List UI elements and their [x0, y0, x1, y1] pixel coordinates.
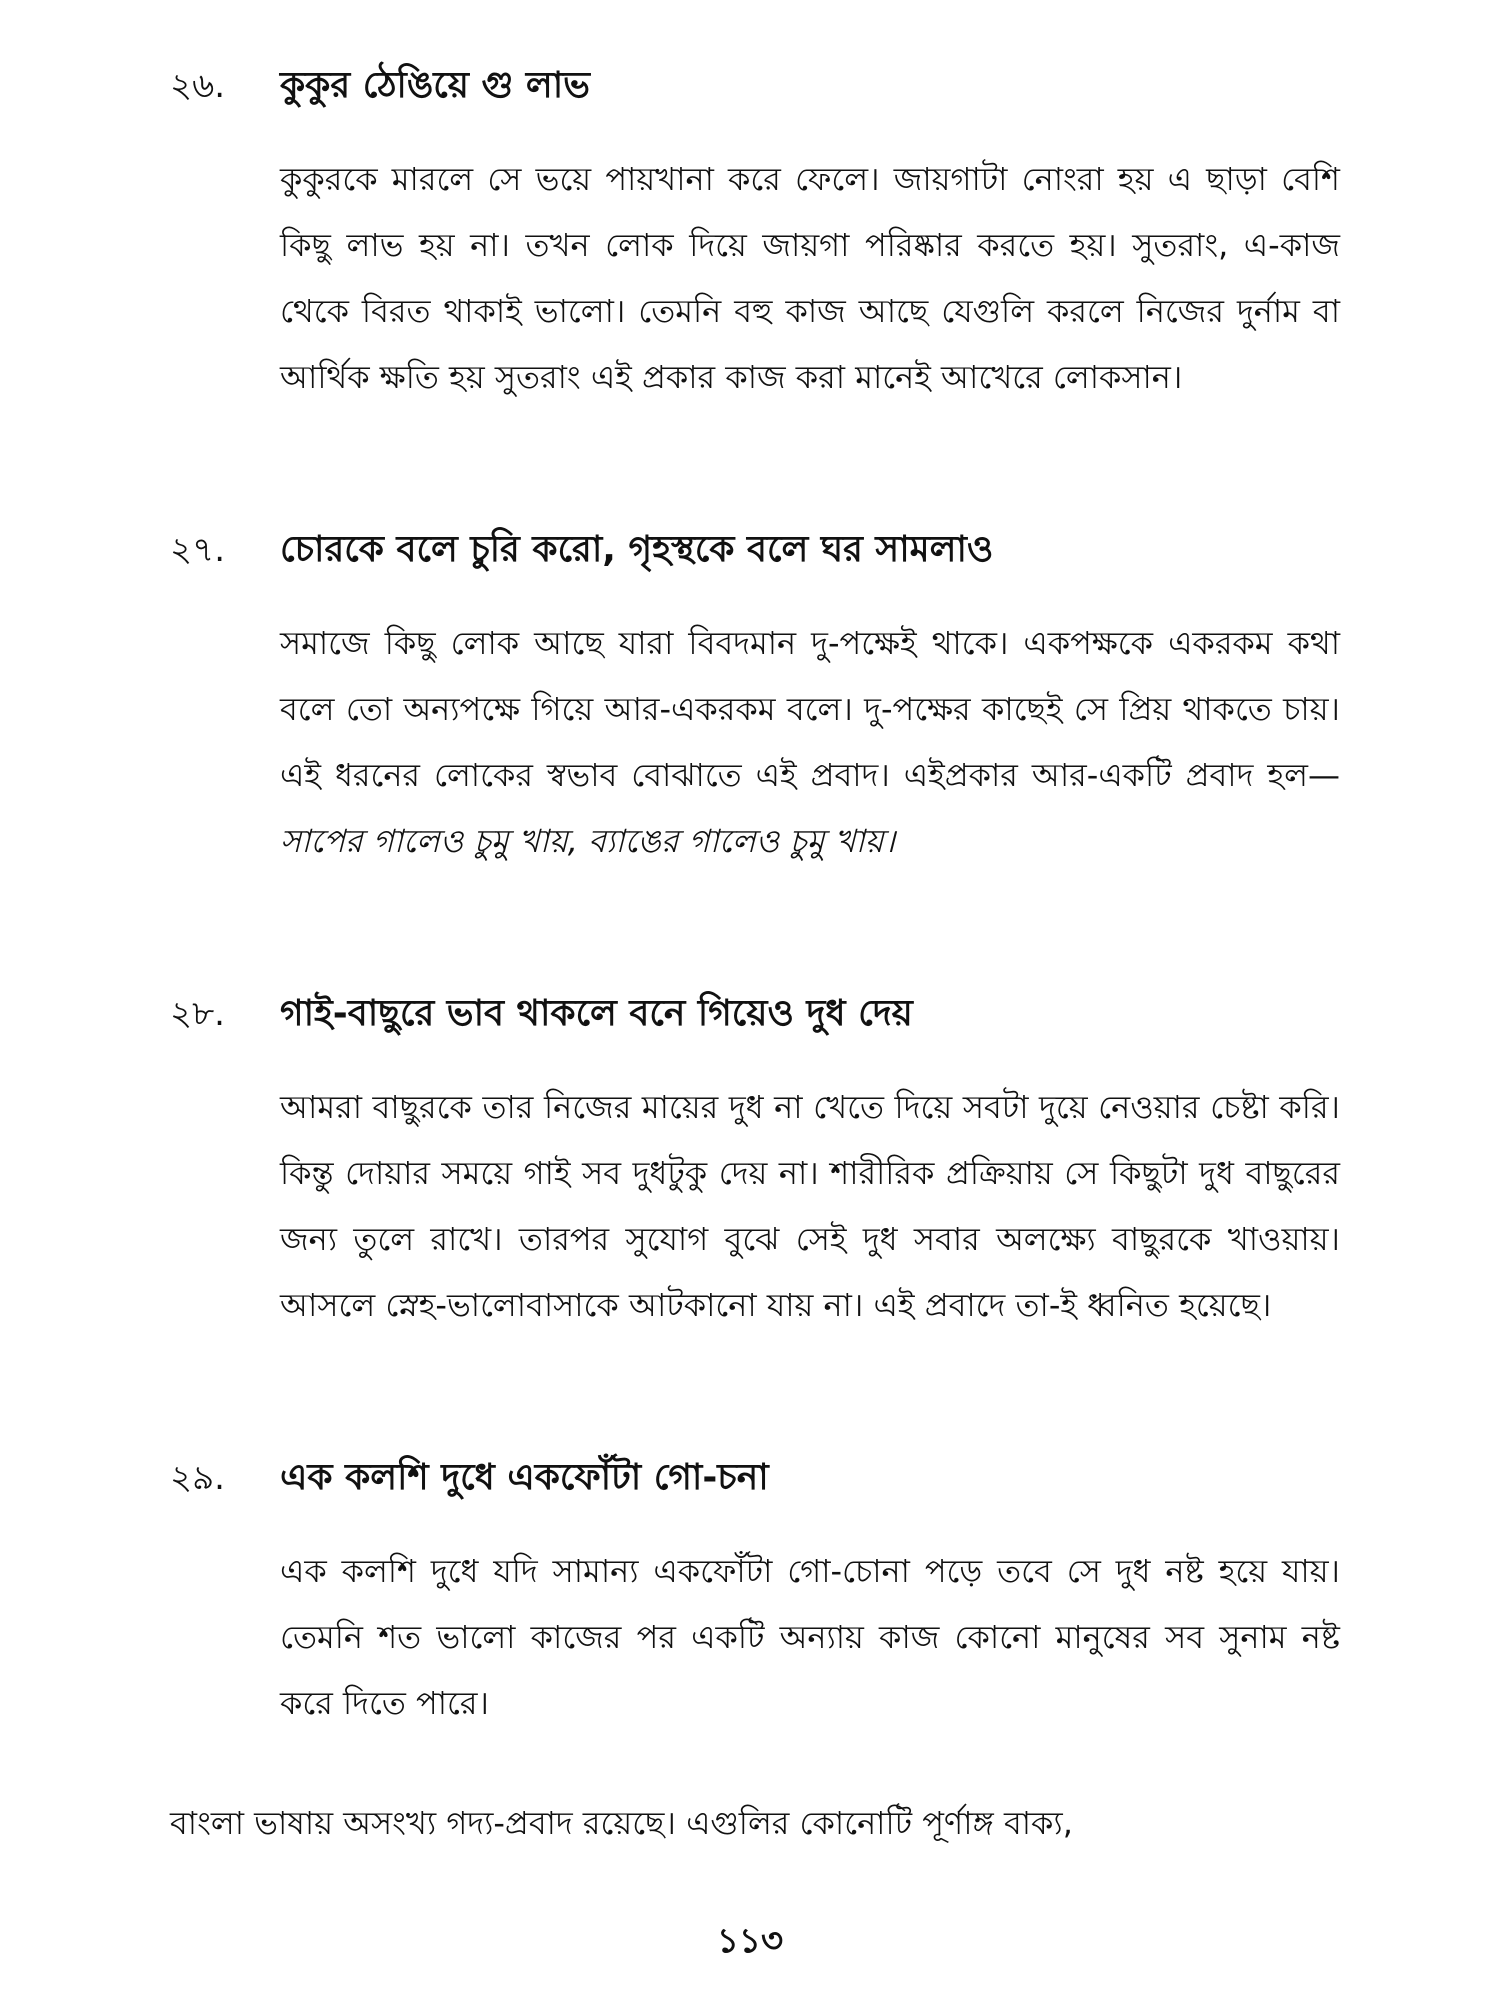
entry-title: কুকুর ঠেঙিয়ে গু লাভ	[280, 65, 591, 106]
entry-title: এক কলশি দুধে একফোঁটা গো-চনা	[280, 1457, 769, 1498]
entry-body	[280, 610, 1340, 874]
entry-body-text: সমাজে কিছু লোক আছে যারা বিবদমান দু-পক্ষেই থাকে। একপক্ষকে একরকম কথা বলে তো অন্যপক্ষে গিয়ে আর-একরকম বলে। দু-পক্ষের কাছেই সে প্রিয় থাকতে চায়। এই ধরনের লোকের স্বভাব বোঝাতে এই প্রবাদ। এইপ্রকার আর-একটি প্রবাদ হল—	[280, 624, 1340, 794]
entry-number: ২৭.	[170, 530, 226, 570]
entry-title: চোরকে বলে চুরি করো, গৃহস্থকে বলে ঘর সামলাও	[280, 529, 994, 570]
entry-number: ২৬.	[170, 66, 226, 106]
proverb-entry-27	[170, 522, 1350, 874]
entry-body-italic-quote: সাপের গালেও চুমু খায়, ব্যাঙের গালেও চুমু খায়।	[280, 822, 896, 860]
entry-body: এক কলশি দুধে যদি সামান্য একফোঁটা গো-চোনা পড়ে তবে সে দুধ নষ্ট হয়ে যায়। তেমনি শত ভালো কাজের পর একটি অন্যায় কাজ কোনো মানুষের সব সুনাম নষ্ট করে দিতে পারে।	[280, 1552, 1340, 1722]
entry-heading	[170, 1450, 1350, 1510]
entry-heading	[170, 986, 1350, 1046]
entry-heading	[170, 58, 1350, 118]
page-number: ১১৩	[716, 1921, 784, 1961]
closing-paragraph: বাংলা ভাষায় অসংখ্য গদ্য-প্রবাদ রয়েছে। এগুলির কোনোটি পূর্ণাঙ্গ বাক্য,	[170, 1804, 1073, 1842]
entry-heading	[170, 522, 1350, 582]
entry-number: ২৯.	[170, 1458, 225, 1498]
proverb-entry-26	[170, 58, 1350, 410]
entry-title: গাই-বাছুরে ভাব থাকলে বনে গিয়েও দুধ দেয়	[280, 993, 913, 1034]
entry-body: আমরা বাছুরকে তার নিজের মায়ের দুধ না খেতে দিয়ে সবটা দুয়ে নেওয়ার চেষ্টা করি। কিন্তু দোয়ার সময়ে গাই সব দুধটুকু দেয় না। শারীরিক প্রক্রিয়ায় সে কিছুটা দুধ বাছুরের জন্য তুলে রাখে। তারপর সুযোগ বুঝে সেই দুধ সবার অলক্ষ্যে বাছুরকে খাওয়ায়। আসলে স্নেহ-ভালোবাসাকে আটকানো যায় না। এই প্রবাদে তা-ই ধ্বনিত হয়েছে।	[280, 1088, 1340, 1324]
entry-number: ২৮.	[170, 994, 225, 1034]
proverb-entry-29	[170, 1450, 1350, 1736]
proverb-entry-28	[170, 986, 1350, 1338]
entry-body: কুকুরকে মারলে সে ভয়ে পায়খানা করে ফেলে। জায়গাটা নোংরা হয় এ ছাড়া বেশি কিছু লাভ হয় না। তখন লোক দিয়ে জায়গা পরিষ্কার করতে হয়। সুতরাং, এ-কাজ থেকে বিরত থাকাই ভালো। তেমনি বহু কাজ আছে যেগুলি করলে নিজের দুর্নাম বা আর্থিক ক্ষতি হয় সুতরাং এই প্রকার কাজ করা মানেই আখেরে লোকসান।	[280, 160, 1340, 396]
